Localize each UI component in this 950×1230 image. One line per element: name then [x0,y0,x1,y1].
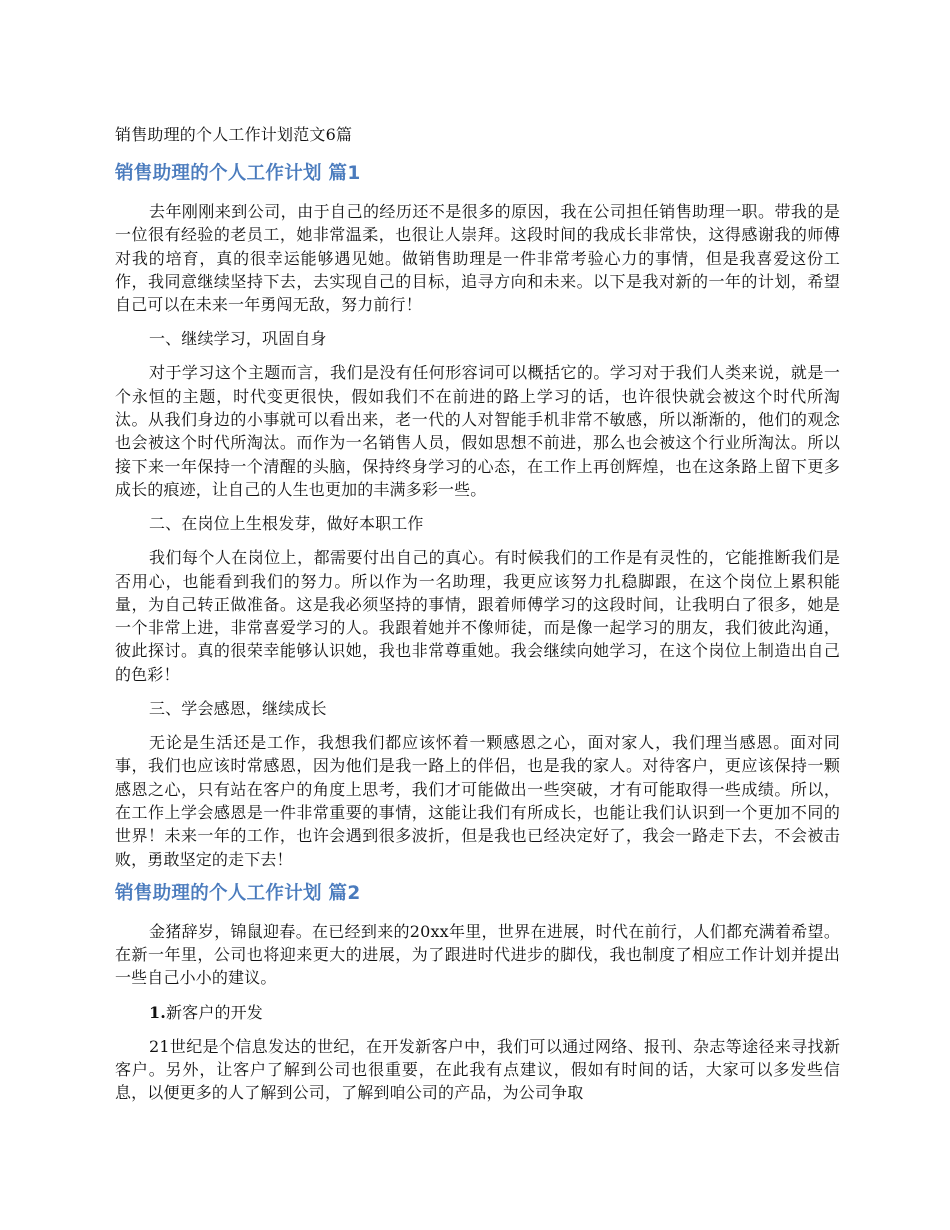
document-page [115,125,840,1116]
section-heading: 销售助理的个人工作计划 篇1 [115,163,361,184]
paragraph: 我们每个人在岗位上，都需要付出自己的真心。有时候我们的工作是有灵性的，它能推断我们是否用心，也能看到我们的努力。所以作为一名助理，我更应该努力扎稳脚跟，在这个岗位上累积能量，为自己转正做准备。这是我必须坚持的事情，跟着师傅学习的这段时间，让我明白了很多，她是一个非常上进，非常喜爱学习的人。我跟着她并不像师徒，而是像一起学习的朋友，我们彼此沟通，彼此探讨。真的很荣幸能够认识她，我也非常尊重她。我会继续向她学习，在这个岗位上制造出自己的色彩！ [115,548,840,684]
item-title: 新客户的开发 [166,1002,263,1022]
paragraph: 无论是生活还是工作，我想我们都应该怀着一颗感恩之心，面对家人，我们理当感恩。面对同事，我们也应该时常感恩，因为他们是我一路上的伴侣，也是我的家人。对待客户，更应该保持一颗感恩之心，只有站在客户的角度上思考，我们才可能做出一些突破，才有可能取得一些成绩。所以，在工作上学会感恩是一件非常重要的事情，这能让我们有所成长，也能让我们认识到一个更加不同的世界！未来一年的工作，也许会遇到很多波折，但是我也已经决定好了，我会一路走下去，不会被击败，勇敢坚定的走下去！ [115,733,840,869]
section-2 [115,882,840,1105]
section-heading: 销售助理的个人工作计划 篇2 [115,882,361,904]
item-number: 1. [149,1002,167,1022]
subheading: 二、在岗位上生根发芽，做好本职工作 [149,514,424,534]
paragraph-intro: 去年刚刚来到公司，由于自己的经历还不是很多的原因，我在公司担任销售助理一职。带我的是一位很有经验的老员工，她非常温柔，也很让人崇拜。这段时间的我成长非常快，这得感谢我的师傅对我的培育，真的很幸运能够遇见她。做销售助理是一件非常考验心力的事情，但是我喜爱这份工作，我同意继续坚持下去，去实现自己的目标，追寻方向和未来。以下是我对新的一年的计划，希望自己可以在未来一年勇闯无敌，努力前行！ [115,202,840,315]
subheading: 三、学会感恩，继续成长 [149,699,327,719]
paragraph: 21世纪是个信息发达的世纪，在开发新客户中，我们可以通过网络、报刊、杂志等途径来寻找新客户。另外，让客户了解到公司也很重要，在此我有点建议，假如有时间的话，大家可以多发些信息，以便更多的人了解到公司，了解到咱公司的产品，为公司争取 [115,1036,840,1103]
paragraph: 对于学习这个主题而言，我们是没有任何形容词可以概括它的。学习对于我们人类来说，就是一个永恒的主题，时代变更很快，假如我们不在前进的路上学习的话，也许很快就会被这个时代所淘汰。从我们身边的小事就可以看出来，老一代的人对智能手机非常不敏感，所以渐渐的，他们的观念也会被这个时代所淘汰。而作为一名销售人员，假如思想不前进，那么也会被这个行业所淘汰。所以接下来一年保持一个清醒的头脑，保持终身学习的心态，在工作上再创辉煌，也在这条路上留下更多成长的痕迹，让自己的人生也更加的丰满多彩一些。 [115,363,840,499]
paragraph-intro: 金猪辞岁，锦鼠迎春。在已经到来的20xx年里，世界在进展，时代在前行，人们都充满着希望。在新一年里，公司也将迎来更大的进展，为了跟进时代进步的脚伐，我也制度了相应工作计划并提出一些自己小小的建议。 [115,921,840,988]
subheading [115,1001,840,1024]
subheading: 一、继续学习，巩固自身 [149,329,327,349]
section-1 [115,162,840,871]
document-title: 销售助理的个人工作计划范文6篇 [115,125,353,144]
